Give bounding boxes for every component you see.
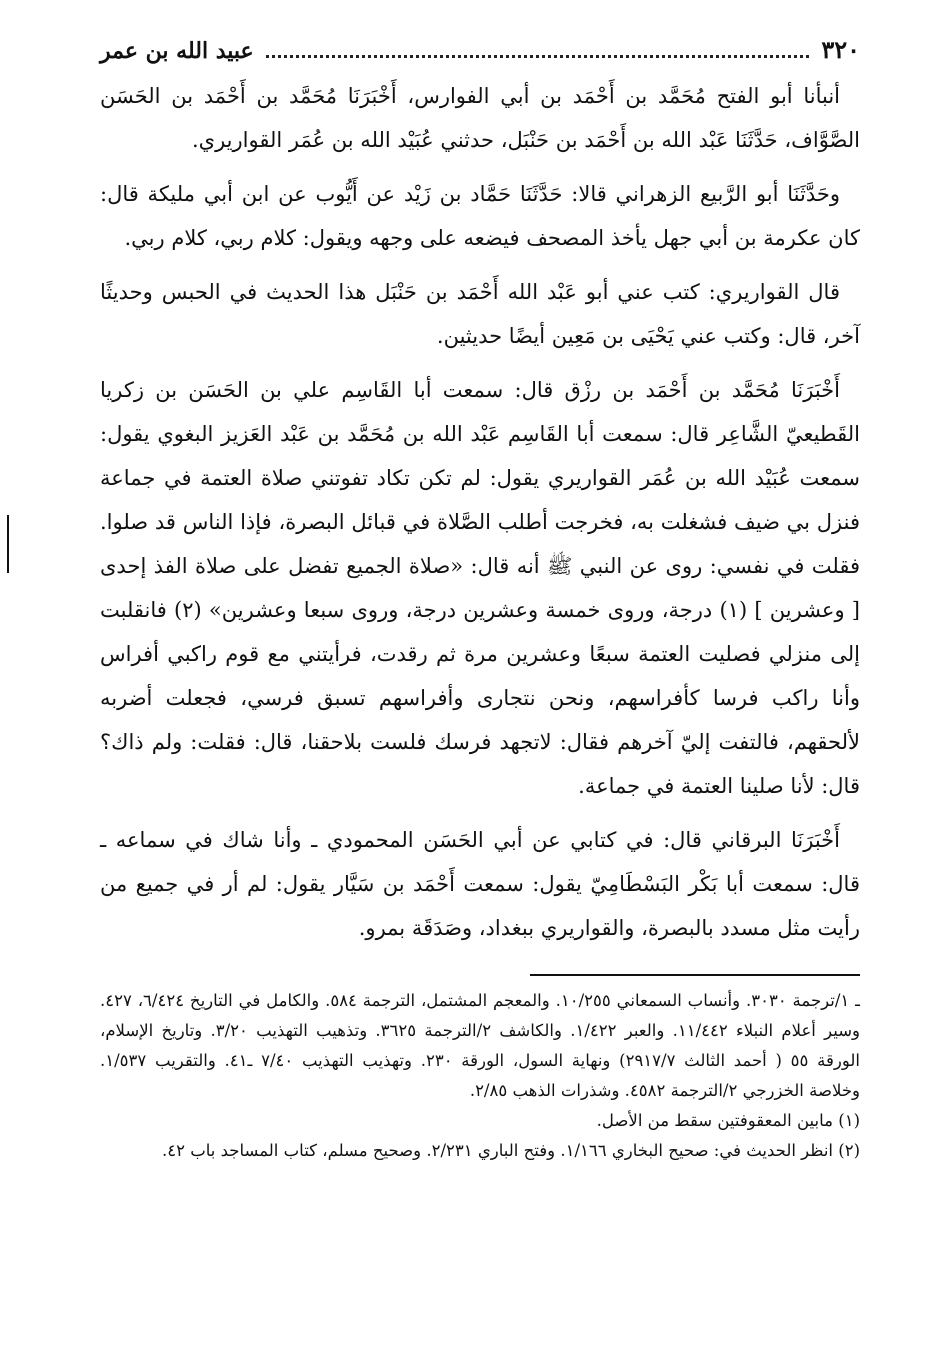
page-header (100, 30, 860, 70)
footnotes (100, 986, 860, 1166)
document-page (100, 30, 860, 1166)
main-text (100, 74, 860, 950)
running-title: عبيد الله بن عمر (100, 38, 254, 64)
paragraph: أنبأنا أبو الفتح مُحَمَّد بن أَحْمَد بن أبي الفوارس، أَخْبَرَنَا مُحَمَّد بن أَحْمَد بن الحَسَن الصَّوَّاف، حَدَّثَنَا عَبْد الله بن أَحْمَد بن حَنْبَل، حدثني عُبَيْد الله بن عُمَر القواريري. (100, 84, 860, 152)
footnote-1: (١) مابين المعقوفتين سقط من الأصل. (596, 1111, 860, 1130)
page-number: ٣٢٠ (821, 35, 860, 64)
footnote-divider (530, 974, 860, 976)
paragraph: أَخْبَرَنَا البرقاني قال: في كتابي عن أبي الحَسَن المحمودي ـ وأنا شاك في سماعه ـ قال: سمعت أبا بَكْر البَسْطَامِيّ يقول: سمعت أَحْمَد بن سَيَّار يقول: لم أر في جميع من رأيت مثل مسدد بالبصرة، والقواريري ببغداد، وصَدَقَة بمرو. (100, 828, 860, 940)
footnote-2: (٢) انظر الحديث في: صحيح البخاري ١/١٦٦. وفتح الباري ٢/٢٣١. وصحيح مسلم، كتاب المساجد باب ٤٢. (162, 1141, 860, 1160)
header-leader-dots (266, 55, 810, 58)
footnote-main: ـ ١/ترجمة ٣٠٣٠. وأنساب السمعاني ١٠/٢٥٥. والمعجم المشتمل، الترجمة ٥٨٤. والكامل في التاريخ ٦/٤٢٤، ٤٢٧. وسير أعلام النبلاء ١١/٤٤٢. والعبر ١/٤٢٢. والكاشف ٢/الترجمة ٣٦٢٥. وتذهيب التهذيب ٣/٢٠. وتاريخ الإسلام، الورقة ٥٥ ( أحمد الثالث ٢٩١٧/٧) ونهاية السول، الورقة ٢٣٠. وتهذيب التهذيب ٧/٤٠ ـ٤١. والتقريب ١/٥٣٧. وخلاصة الخزرجي ٢/الترجمة ٤٥٨٢. وشذرات الذهب ٢/٨٥. (100, 991, 861, 1100)
paragraph: وحَدَّثَنَا أبو الرَّبيع الزهراني قالا: حَدَّثَنَا حَمَّاد بن زَيْد عن أَيُّوب عن ابن أبي مليكة قال: كان عكرمة بن أبي جهل يأخذ المصحف فيضعه على وجهه ويقول: كلام ربي، كلام ربي. (100, 182, 860, 250)
paragraph: أَخْبَرَنَا مُحَمَّد بن أَحْمَد بن رزْق قال: سمعت أبا القَاسِم علي بن الحَسَن بن زكريا القَطيعيّ الشَّاعِر قال: سمعت أبا القَاسِم عَبْد الله بن مُحَمَّد بن عَبْد العَزيز البغوي يقول: سمعت عُبَيْد الله بن عُمَر القواريري يقول: لم تكن تكاد تفوتني صلاة العتمة في جماعة فنزل بي ضيف فشغلت به، فخرجت أطلب الصَّلاة في قبائل البصرة، فإذا الناس قد صلوا. فقلت في نفسي: روى عن النبي ﷺ أنه قال: «صلاة الجميع تفضل على صلاة الفذ إحدى [ وعشرين ] (١) درجة، وروى خمسة وعشرين درجة، وروى سبعا وعشرين» (٢) فانقلبت إلى منزلي فصليت العتمة سبعًا وعشرين مرة ثم رقدت، فرأيتني مع قوم راكبي أفراس وأنا راكب فرسا كأفراسهم، ونحن نتجارى وأفراسهم تسبق فرسي، فجعلت أضربه لألحقهم، فالتفت إليّ آخرهم فقال: لاتجهد فرسك فلست بلاحقنا، قال: فقلت: ولم ذاك؟ قال: لأنا صلينا العتمة في جماعة. (100, 378, 861, 798)
paragraph: قال القواريري: كتب عني أبو عَبْد الله أَحْمَد بن حَنْبَل هذا الحديث في الحبس وحديثًا آخر، قال: وكتب عني يَحْيَى بن مَعِين أيضًا حديثين. (100, 280, 860, 348)
margin-mark (7, 515, 9, 573)
